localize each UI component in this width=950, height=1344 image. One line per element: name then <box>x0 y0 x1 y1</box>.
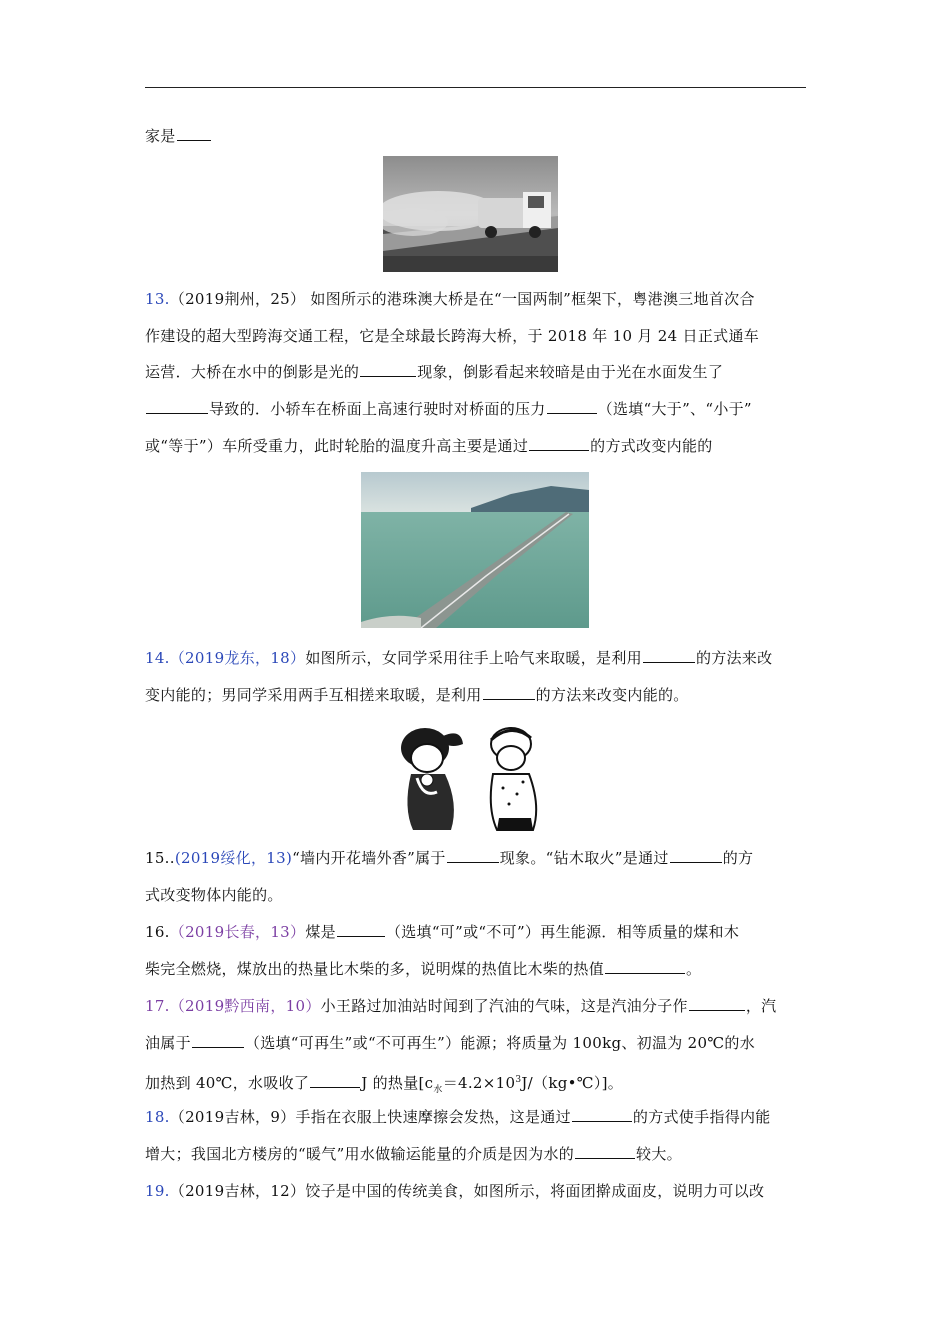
question-text: 增大；我国北方楼房的“暖气”用水做输运能量的介质是因为水的 <box>145 1145 575 1163</box>
answer-blank[interactable] <box>547 399 597 414</box>
question-text: 变内能的；男同学采用两手互相搓来取暖，是利用 <box>145 686 482 704</box>
question-text: （选填“大于”、“小于” <box>597 400 752 418</box>
answer-blank[interactable] <box>177 126 211 141</box>
q18-line-1 <box>145 1107 771 1127</box>
question-text: 的方式使手指得内能 <box>632 1108 771 1126</box>
question-source: （2019长春，13） <box>169 923 306 941</box>
q17-line-3 <box>145 1070 623 1100</box>
students-warming-hands-image <box>393 718 553 836</box>
question-text: ＝4.2×10 <box>442 1074 516 1092</box>
question-number: 16. <box>145 923 170 941</box>
question-text: （选填“可”或“不可”）再生能源．相等质量的煤和木 <box>385 923 740 941</box>
question-text: 作建设的超大型跨海交通工程，它是全球最长跨海大桥，于 2018 年 10 月 24 日正式通车 <box>145 327 760 345</box>
q13-line-4 <box>145 399 752 419</box>
question-number: 13. <box>145 290 170 308</box>
question-text: 。 <box>686 960 702 978</box>
answer-blank[interactable] <box>575 1144 635 1159</box>
q13-line-5 <box>145 436 713 456</box>
question-text: 的方法来改变内能的。 <box>535 686 689 704</box>
question-source: （2019吉林，12） <box>169 1182 306 1200</box>
question-text: 式改变物体内能的。 <box>145 886 283 904</box>
answer-blank[interactable] <box>529 436 589 451</box>
question-text: 手指在衣服上快速摩擦会发热，这是通过 <box>295 1108 571 1126</box>
question-text: 如图所示的港珠澳大桥是在“一国两制”框架下，粤港澳三地首次合 <box>310 290 755 308</box>
question-text: “墙内开花墙外香”属于 <box>292 849 446 867</box>
question-text: 或“等于”）车所受重力，此时轮胎的温度升高主要是通过 <box>145 437 529 455</box>
answer-blank[interactable] <box>146 399 208 414</box>
question-text: 现象。“钻木取火”是通过 <box>499 849 669 867</box>
question-text: 油属于 <box>145 1034 191 1052</box>
question-number: 15.. <box>145 849 175 867</box>
intro-text: 家是 <box>145 127 176 145</box>
question-text: J 的热量[c <box>361 1074 434 1092</box>
answer-blank[interactable] <box>670 848 722 863</box>
question-text: 导致的．小轿车在桥面上高速行驶时对桥面的压力 <box>209 400 546 418</box>
header-rule <box>145 87 806 88</box>
question-source: (2019绥化，13) <box>174 849 293 867</box>
question-text: 饺子是中国的传统美食，如图所示，将面团擀成面皮，说明力可以改 <box>305 1182 765 1200</box>
question-text: 运营．大桥在水中的倒影是光的 <box>145 363 360 381</box>
question-text: J/（kg•℃）]。 <box>521 1074 624 1092</box>
question-source: 14.（2019龙东，18） <box>145 649 306 667</box>
answer-blank[interactable] <box>689 996 745 1011</box>
question-text: ，汽 <box>745 997 777 1015</box>
question-number: 18. <box>145 1108 170 1126</box>
q16-line-1 <box>145 922 739 942</box>
question-text: 如图所示，女同学采用往手上哈气来取暖，是利用 <box>305 649 642 667</box>
question-text: 较大。 <box>636 1145 682 1163</box>
q13-line-3 <box>145 362 723 382</box>
q14-line-2 <box>145 685 689 705</box>
sprinkler-truck-image <box>383 156 558 272</box>
answer-blank[interactable] <box>605 959 685 974</box>
q19-line-1 <box>145 1181 764 1201</box>
question-text: （选填“可再生”或“不可再生”）能源；将质量为 100kg、初温为 20℃的水 <box>244 1034 756 1052</box>
question-text: 的方 <box>722 849 754 867</box>
answer-blank[interactable] <box>643 648 695 663</box>
q15-line-1 <box>145 848 753 868</box>
q13-line-1 <box>145 289 755 309</box>
q17-line-2 <box>145 1033 755 1053</box>
answer-blank[interactable] <box>447 848 499 863</box>
answer-blank[interactable] <box>483 685 535 700</box>
subscript: 水 <box>433 1085 443 1095</box>
answer-blank[interactable] <box>192 1033 244 1048</box>
question-source: （2019吉林，9） <box>169 1108 296 1126</box>
question-number: 19. <box>145 1182 170 1200</box>
question-text: 现象，倒影看起来较暗是由于光在水面发生了 <box>417 363 724 381</box>
intro-line <box>145 126 212 146</box>
question-text: 柴完全燃烧，煤放出的热量比木柴的多，说明煤的热值比木柴的热值 <box>145 960 605 978</box>
question-text: 煤是 <box>305 923 336 941</box>
answer-blank[interactable] <box>572 1107 632 1122</box>
question-source: 17.（2019黔西南，10） <box>145 997 321 1015</box>
question-text: 加热到 40℃，水吸收了 <box>145 1074 310 1092</box>
q18-line-2 <box>145 1144 682 1164</box>
q14-line-1 <box>145 648 772 668</box>
q16-line-2 <box>145 959 701 979</box>
bridge-image <box>361 472 589 628</box>
question-source: （2019荆州，25） <box>169 290 306 308</box>
superscript: 3 <box>515 1075 522 1085</box>
question-text: 的方法来改 <box>695 649 773 667</box>
q15-line-2 <box>145 885 283 905</box>
answer-blank[interactable] <box>360 362 416 377</box>
answer-blank[interactable] <box>337 922 385 937</box>
question-text: 小王路过加油站时闻到了汽油的气味，这是汽油分子作 <box>320 997 688 1015</box>
answer-blank[interactable] <box>310 1073 360 1088</box>
q17-line-1 <box>145 996 776 1016</box>
q13-line-2 <box>145 326 759 346</box>
question-text: 的方式改变内能的 <box>590 437 713 455</box>
